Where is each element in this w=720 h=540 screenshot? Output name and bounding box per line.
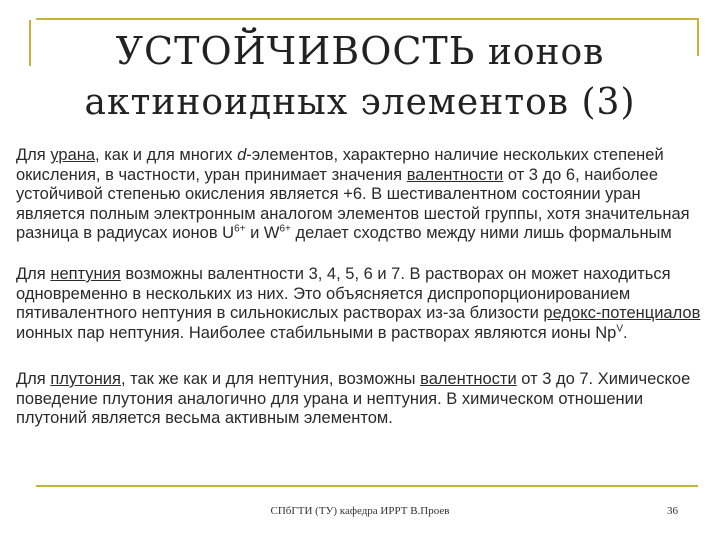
- link-valence-2[interactable]: валентности: [420, 370, 517, 388]
- title-caps: УСТОЙЧИВОСТЬ: [115, 29, 476, 73]
- link-neptunium[interactable]: нептуния: [50, 265, 121, 283]
- superscript: V: [616, 323, 623, 334]
- title-rest: ионов: [475, 32, 605, 73]
- text: и W: [245, 224, 280, 242]
- frame-bottom-line: [36, 485, 698, 487]
- text: Для: [16, 265, 51, 283]
- link-plutonium[interactable]: плутония: [50, 370, 121, 388]
- text: делает сходство между ними лишь формальным: [290, 224, 672, 242]
- d-letter: d: [237, 146, 247, 164]
- text: от 3 до 6, наиболее устойчивой степенью окисления является +6. В шестивалентном состоянии уран является полным электронным аналогом элементов шестой группы, хотя значительная разница в радиусах ионов U: [16, 165, 690, 242]
- paragraph-neptunium: [16, 265, 706, 343]
- text: , так же как и для нептуния, возможны: [120, 370, 421, 388]
- superscript: 6+: [234, 223, 246, 235]
- text: , как и для многих: [95, 146, 238, 164]
- text: Для: [16, 146, 51, 164]
- footer-text: СПбГТИ (ТУ) кафедра ИРРТ В.Проев: [270, 505, 450, 517]
- title-line-2: актиноидных элементов (3): [84, 82, 636, 123]
- title-line-1: [0, 26, 720, 78]
- link-valence[interactable]: валентности: [406, 165, 504, 184]
- text: .: [622, 323, 628, 342]
- text: Для: [16, 370, 51, 388]
- text: возможны валентности 3, 4, 5, 6 и 7. В растворах он может находиться одновременно в нескольких из них. Это объясняется диспропорционированием пятивалентного нептуния в сильнокислых растворах из-за близости: [16, 265, 671, 322]
- text: от 3 до 7. Химическое поведение плутония аналогично для урана и нептуния. В химическом отношении плутоний является весьма активным элементом.: [16, 370, 691, 427]
- link-redox-potentials[interactable]: редокс-потенциалов: [543, 304, 701, 322]
- superscript: 6+: [279, 223, 291, 235]
- page-number: 36: [667, 505, 678, 517]
- paragraph-uranium: [16, 146, 706, 244]
- frame-top-line: [36, 18, 698, 20]
- slide-title: [0, 26, 720, 128]
- text: ионных пар нептуния. Наиболее стабильными в растворах являются ионы Np: [16, 323, 617, 342]
- paragraph-plutonium: [16, 370, 706, 429]
- link-uranium[interactable]: урана: [50, 146, 96, 164]
- text: -элементов, характерно наличие нескольких степеней окисления, в частности, уран принимает значения: [16, 146, 664, 184]
